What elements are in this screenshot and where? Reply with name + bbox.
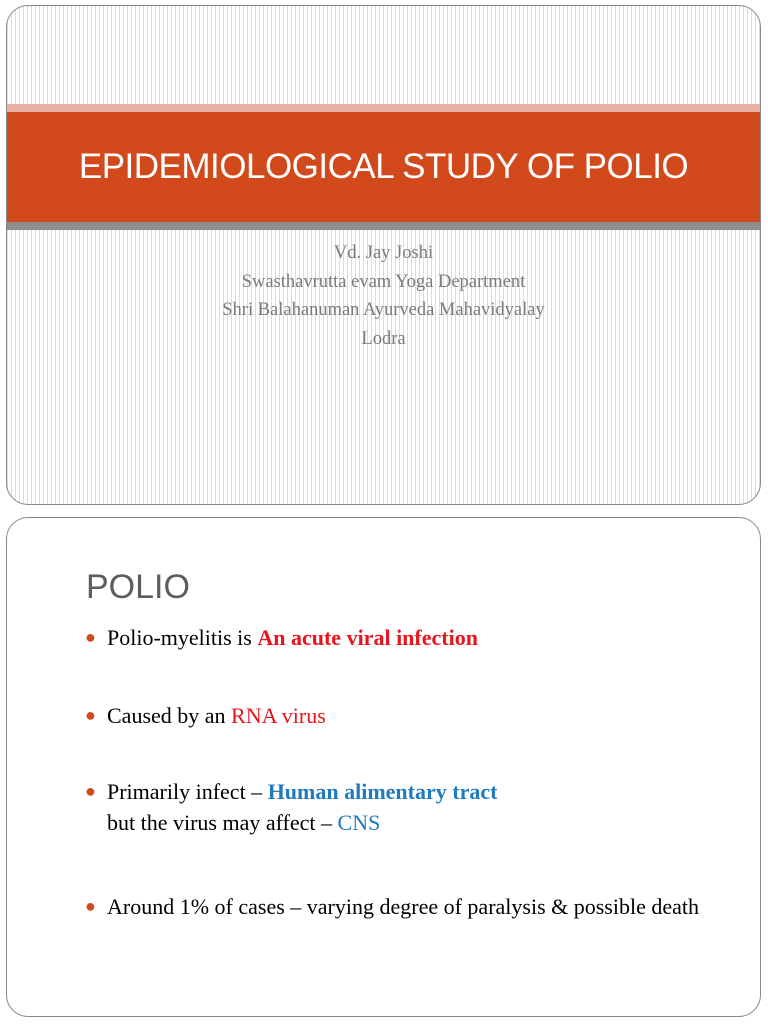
bullet-text: Around 1% of cases – varying degree of paralysis & possible death <box>107 894 700 919</box>
bullet-highlight: RNA virus <box>231 703 326 728</box>
presentation-title: EPIDEMIOLOGICAL STUDY OF POLIO <box>78 147 689 186</box>
title-slide <box>6 5 761 505</box>
bullet-highlight: An acute viral infection <box>257 625 478 650</box>
title-accent-bottom <box>7 222 760 230</box>
bullet-text: Primarily infect – <box>107 779 268 804</box>
title-band <box>7 112 760 222</box>
bullet-highlight: Human alimentary tract <box>267 779 498 804</box>
bullet-item <box>85 891 715 922</box>
bullet-text: Polio-myelitis is <box>107 625 258 650</box>
presenter-department: Swasthavrutta evam Yoga Department <box>241 271 526 292</box>
bullet-dot-icon: ● <box>85 781 96 801</box>
presenter-location: Lodra <box>361 328 406 349</box>
presenter-institution: Shri Balahanuman Ayurveda Mahavidyalay <box>222 300 545 320</box>
slide-title: POLIO <box>86 568 190 606</box>
bullet-dot-icon: ● <box>85 627 96 647</box>
bullet-text-line2: but the virus may affect – <box>107 810 338 835</box>
bullet-dot-icon: ● <box>85 896 96 916</box>
bullet-item <box>85 776 715 838</box>
bullet-dot-icon: ● <box>85 705 96 725</box>
bullet-text: Caused by an <box>107 703 232 728</box>
presenter-info <box>7 239 760 353</box>
bullet-item <box>85 622 715 653</box>
title-accent-top <box>7 104 760 112</box>
bullet-item <box>85 700 715 731</box>
bullet-highlight-line2: CNS <box>337 810 381 835</box>
presenter-name: Vd. Jay Joshi <box>333 243 434 263</box>
content-slide <box>6 517 761 1017</box>
